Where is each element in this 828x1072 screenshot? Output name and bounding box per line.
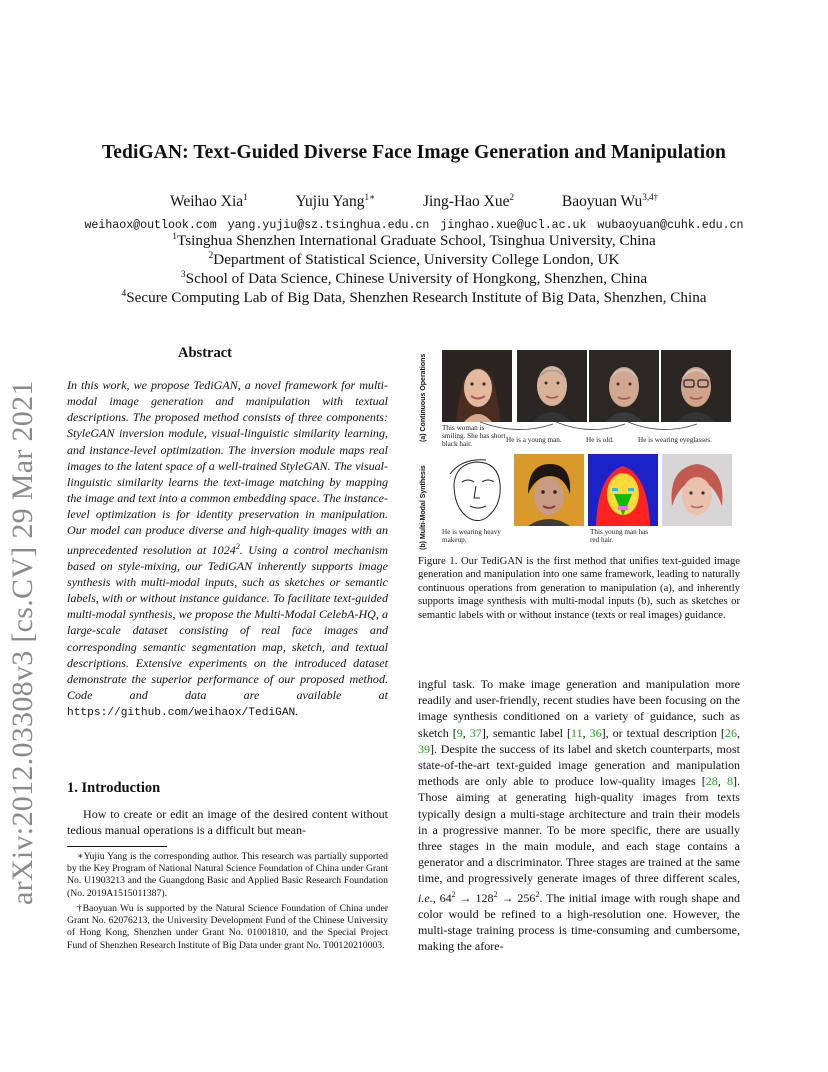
footnote-corresponding-author: ∗Yujiu Yang is the corresponding author. This research was partially supported by the Key Program of National Natural Science Foundation of China under Grant No. U1903213 and the Guangdong Basic and Applied Basic Research Foundation (No. 2019A1515011387). — [67, 851, 388, 899]
text-prompt: This woman is smiling. She has short black hair. — [442, 424, 506, 449]
face-image-young-man — [517, 350, 587, 422]
affiliation: $^1$Tsinghua Shenzhen International Graduate School, Tsinghua University, China — [172, 232, 656, 250]
figure-1-caption: Figure 1. Our TediGAN is the first method that unifies text-guided image generation and manipulation into one same framework, leading to naturally continuous operations from generation to manipulation (a), and inherently supports image synthesis with multi-modal inputs (b), such as sketches or semantic labels with or without instance (texts or real images) guidance. — [418, 556, 740, 621]
face-image-woman — [442, 350, 512, 422]
semantic-label-map — [588, 454, 658, 526]
footnote-rule — [67, 846, 167, 847]
author: Yujiu Yang$^{1∗}$ — [295, 192, 376, 211]
author: Baoyuan $Wu^{3,4\dagger}$ — [561, 192, 659, 211]
author-emails: weihaox@outlook.com yang.yujiu@sz.tsinghua.edu.cn jinghao.xue@ucl.ac.uk wubaoyuan@cuhk.edu.cn — [84, 219, 744, 232]
figure-1 — [418, 344, 740, 550]
text-prompt: This young man has red hair. — [590, 528, 649, 545]
row-label-continuous: (a) Continuous Operations — [420, 353, 427, 442]
paper-title: TediGAN: Text-Guided Diverse Face Image Generation and Manipulation — [101, 142, 727, 163]
citation-link[interactable]: 28 — [705, 774, 718, 789]
affiliation: $^3$School of Data Science, Chinese University of Hongkong, Shenzhen, China — [180, 270, 648, 288]
author: Weihao Xia$^1$ — [169, 192, 248, 211]
citation-link[interactable]: 26 — [724, 725, 737, 740]
affiliation: $^4$Secure Computing Lab of Big Data, Shenzhen Research Institute of Big Data, Shenzhen, China — [121, 289, 707, 307]
citation-link[interactable]: 8 — [726, 774, 733, 789]
citation-link[interactable]: 39 — [418, 741, 431, 756]
text-prompt: He is old. — [586, 436, 614, 444]
author: Jing-Hao Xue$^2$ — [422, 192, 514, 211]
author-list — [0, 192, 828, 211]
intro-paragraph: How to create or edit an image of the desired content without tedious manual operations is a difficult but mean- — [67, 807, 388, 838]
sketch-image — [442, 454, 512, 526]
footnote-funding: †Baoyuan Wu is supported by the Natural Science Foundation of China under Grant No. 62076213, the University Development Fund of the Chinese University of Hong Kong, Shenzhen under Grant No. 01001810, and the Special Project Fund of Shenzhen Research Institute of Big Data under grant No. T00120210003. — [67, 903, 388, 951]
text-prompt: He is wearing eyeglasses. — [638, 436, 712, 444]
section-heading-introduction: 1. Introduction — [67, 780, 161, 796]
abstract-body: In this work, we propose TediGAN, a novel framework for multi-modal image generation and manipulation with textual descriptions. The proposed method consists of three components: StyleGAN inversion module, visual-linguistic similarity learning, and instance-level optimization. The inversion module maps real images to the latent space of a well-trained StyleGAN. The visual-linguistic similarity learns the text-image matching by mapping the image and text into a common embedding space. The instance-level optimization is for identity preservation in manipulation. Our model can produce diverse and high-quality images with an unprecedented resolution at 1024$^2$. Using a control mechanism based on style-mixing, our TediGAN inherently supports image synthesis with multi-modal inputs, such as sketches or semantic labels, with or without instance guidance. To facilitate text-guided multi-modal synthesis, we propose the Multi-Modal CelebA-HQ, a large-scale dataset consisting of real face images and corresponding semantic segmentation map, sketch, and textual descriptions. Extensive experiments on the introduced dataset demonstrate the superior performance of our proposed method. Code and data are available at https://github.com/weihaox/TediGAN. — [67, 378, 388, 720]
face-image-old-man — [589, 350, 659, 422]
text-prompt: He is wearing heavy makeup. — [442, 528, 501, 545]
abstract-heading: Abstract — [178, 345, 232, 361]
citation-link[interactable]: 9 — [456, 725, 463, 740]
citation-link[interactable]: 37 — [469, 725, 482, 740]
face-image-red-hair — [662, 454, 732, 526]
face-image-eyeglasses — [661, 350, 731, 422]
operation-arrows — [478, 420, 728, 436]
face-image-makeup — [514, 454, 584, 526]
intro-paragraph-continued: ingful task. To make image generation and manipulation more readily and user-friendly, recent studies have been focusing on the image synthesis conditioned on a variety of guidance, such as sketch [9, 37], semantic label [11, 36], or textual description [26, 39]. Despite the success of its label and sketch counterparts, most state-of-the-art text-guided image generation and manipulation methods are only able to produce low-quality images [28, 8]. Those aiming at generating high-quality images from texts typically design a multi-stage architecture and train their models in a progressive manner. To be more specific, there are usually three stages in the main module, and each stage contains a generator and a discriminator. Three stages are trained at the same time, and progressively generate images of three different scales, i.e., $64^2 \to 128^2 \to 256^2$. The initial image with rough shape and color would be refined to a high-resolution one. However, the multi-stage training process is time-consuming and cumbersome, making the afore- — [418, 677, 741, 954]
affiliation: $^2$Department of Statistical Science, University College London, UK — [208, 251, 620, 269]
row-label-multimodal: (b) Multi-Modal Synthesis — [420, 465, 427, 550]
text-prompt: He is a young man. — [506, 436, 562, 444]
citation-link[interactable]: 11 — [571, 725, 583, 740]
citation-link[interactable]: 36 — [589, 725, 602, 740]
code-url-link[interactable]: https://github.com/weihaox/TediGAN — [67, 707, 296, 720]
arxiv-identifier: arXiv:2012.03308v3 [cs.CV] 29 Mar 2021 — [6, 380, 39, 905]
